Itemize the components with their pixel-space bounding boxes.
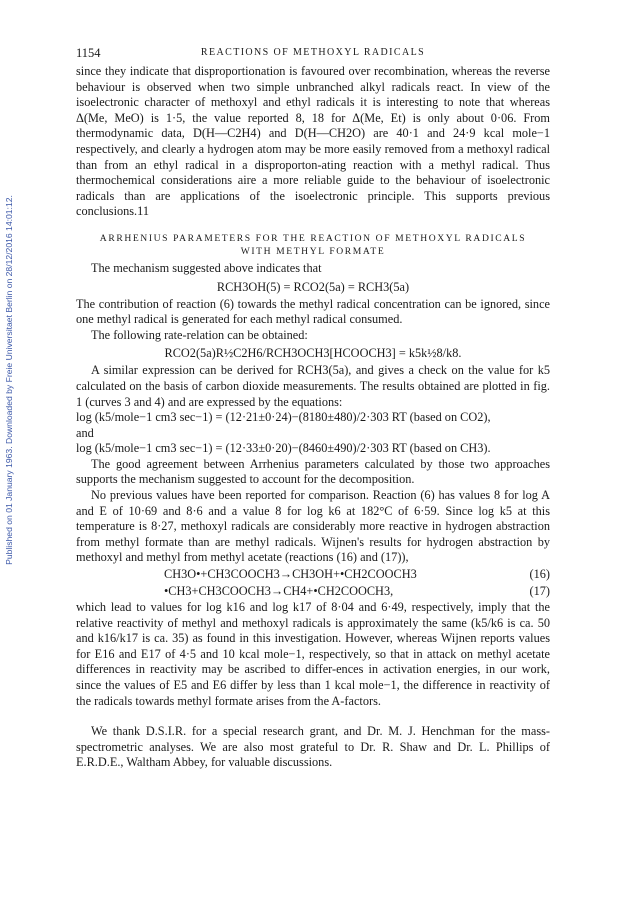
- reaction-16-formula: CH3O•+CH3COOCH3→CH3OH+•CH2COOCH3: [164, 567, 417, 582]
- reaction-17: [76, 583, 550, 600]
- page-body: [76, 46, 550, 771]
- paragraph-contribution: The contribution of reaction (6) towards the methyl radical concentration can be ignored, since one methyl radical is generated for each methyl radical consumed.: [76, 296, 550, 327]
- and-word: and: [76, 425, 94, 440]
- paragraph-relative-reactivity: which lead to values for log k16 and log k17 of 8·04 and 6·49, respectively, imply that the relative reactivity of methyl and methoxyl radicals is approximately the same (k5/k6 is ca. 50 and k16/k17 is ca. 35) as found in this investigation. However, whereas Wijnen reports values for E16 and E17 of 4·5 and 10 kcal mole−1, respectively, so that in attack on methyl acetate differences in reactivity may be ascribed to differ-ences in activation energies, in our work, since the values of E5 and E6 differ by less than 1 kcal mole−1, the difference in reactivity of the radicals towards methyl formate arises from the A-factors.: [76, 600, 550, 708]
- reaction-17-number: (17): [529, 584, 550, 599]
- running-head: REACTIONS OF METHOXYL RADICALS: [200, 47, 426, 58]
- paragraph-rate-relation: The following rate-relation can be obtained:: [91, 327, 308, 342]
- acknowledgement: We thank D.S.I.R. for a special research grant, and Dr. M. J. Henchman for the mass-spectrometric analyses. We are also most grateful to Dr. R. Shaw and Dr. L. Phillips of E.R.D.E., Waltham Abbey, for valuable discussions.: [76, 724, 550, 770]
- equation-rates: RCH3OH(5) = RCO2(5a) = RCH3(5a): [216, 279, 410, 294]
- paragraph-similar-expression: A similar expression can be derived for RCH3(5a), and gives a check on the value for k5 calculated on the basis of carbon dioxide measurements. The results obtained are plotted in fig. 1 (curves 3 and 4) and are expressed by the equations:: [76, 363, 550, 409]
- arrhenius-equation-ch3: log (k5/mole−1 cm3 sec−1) = (12·33±0·20)−(8460±490)/2·303 RT (based on CH3).: [76, 441, 491, 456]
- page-number: 1154: [76, 46, 101, 60]
- paragraph-previous-values: No previous values have been reported for comparison. Reaction (6) has values 8 for log A and E of 10·69 and 8·6 and a value 8 for log k6 at 182°C of 6·59. Since log k5 at this temperature is 8·27, methoxyl radicals are considerably more reactive in hydrogen abstraction from methyl formate than are methyl radicals. Wijnen's results for hydrogen abstraction by methoxyl and methyl from methyl acetate (reactions (16) and (17)),: [76, 488, 550, 565]
- reaction-17-formula: •CH3+CH3COOCH3→CH4+•CH2COOCH3,: [164, 584, 394, 599]
- paragraph-mechanism: The mechanism suggested above indicates that: [91, 260, 322, 275]
- page-header: [76, 46, 550, 64]
- paragraph-agreement: The good agreement between Arrhenius parameters calculated by those two approaches supports the mechanism suggested to account for the decomposition.: [76, 456, 550, 487]
- reaction-16-number: (16): [529, 567, 550, 582]
- reaction-16: [76, 566, 550, 583]
- arrhenius-equation-co2: log (k5/mole−1 cm3 sec−1) = (12·21±0·24)−(8180±480)/2·303 RT (based on CO2),: [76, 410, 491, 425]
- download-notice-text: Published on 01 January 1963. Downloaded by Freie Universitaet Berlin on 28/12/2016 14:01:12.: [4, 195, 14, 565]
- section-heading: [76, 232, 550, 258]
- section-heading-line-1: ARRHENIUS PARAMETERS FOR THE REACTION OF METHOXYL RADICALS: [99, 232, 527, 244]
- section-heading-line-2: WITH METHYL FORMATE: [240, 245, 386, 257]
- paragraph-disproportionation: since they indicate that disproportionation is favoured over recombination, whereas the reverse behaviour is observed when two simple unbranched alkyl radicals react. In view of the isoelectronic character of methoxyl and ethyl radicals it is interesting to note that whereas Δ(Me, MeO) is 1·5, the value reported 8, 18 for Δ(Me, Et) is only about 0·06. From thermodynamic data, D(H—C2H4) and D(H—CH2O) are 40·1 and 24·9 kcal mole−1 respectively, and clearly a hydrogen atom may be more easily removed from a methoxyl radical than from an ethyl radical in a disproporton-ating reaction with a methyl radical. Thus thermochemical considerations aire a more reliable guide to the behaviour of isoelectronic radicals than are applications of the isoelectronic principle. This supports previous conclusions.11: [76, 64, 550, 219]
- download-notice-sidebar: [2, 120, 16, 640]
- equation-rate-relation: RCO2(5a)R½C2H6/RCH3OCH3[HCOOCH3] = k5k½8/k8.: [164, 346, 462, 361]
